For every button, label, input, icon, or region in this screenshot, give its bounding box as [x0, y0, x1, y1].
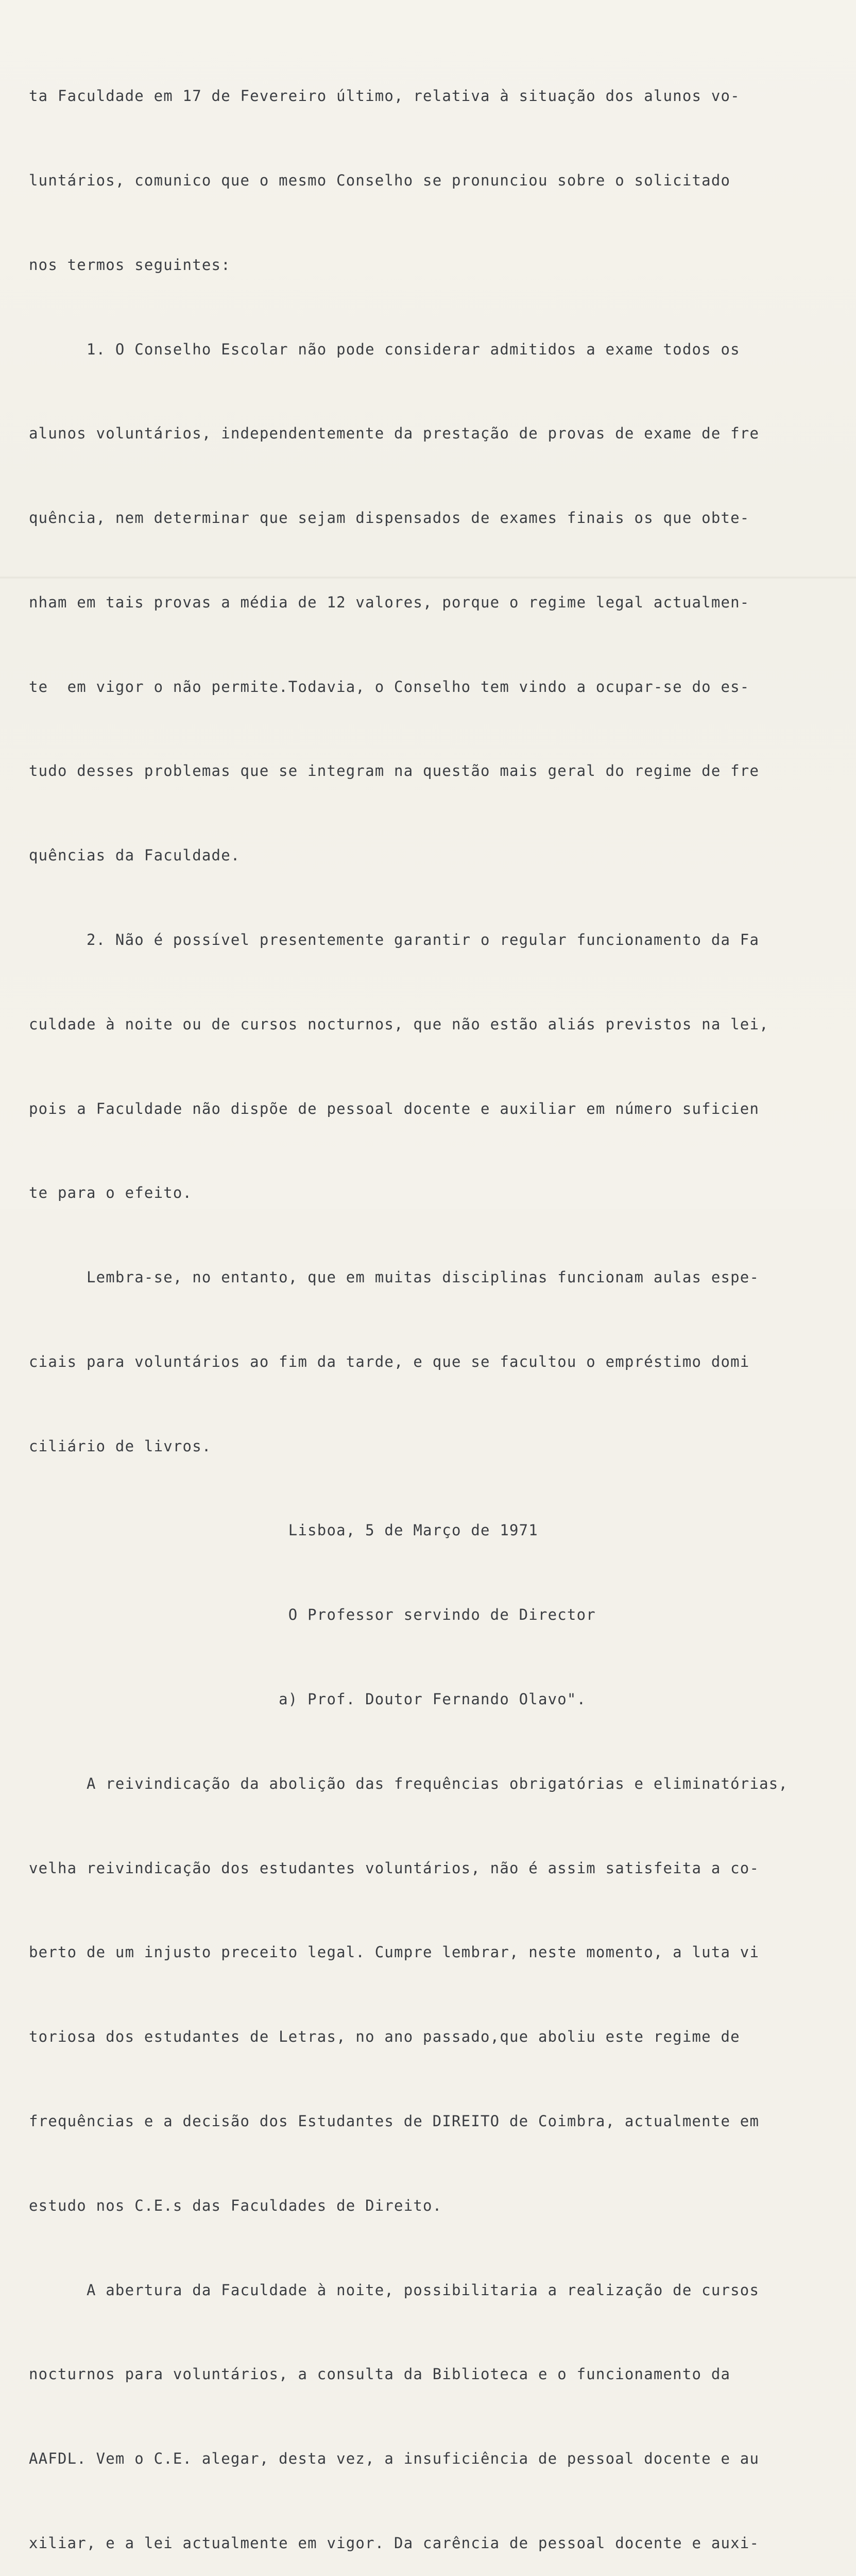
text-line: nham em tais provas a média de 12 valores, porque o regime legal actualmen- [29, 593, 750, 611]
text-line: ciais para voluntários ao fim da tarde, e que se facultou o empréstimo domi [29, 1352, 750, 1370]
dateline: Lisboa, 5 de Março de 1971 [29, 1521, 538, 1539]
text-line: velha reivindicação dos estudantes voluntários, não é assim satisfeita a co- [29, 1859, 760, 1877]
text-line: 1. O Conselho Escolar não pode considerar admitidos a exame todos os [29, 340, 740, 358]
text-line: A reivindicação da abolição das frequências obrigatórias e eliminatórias, [29, 1774, 789, 1792]
typewritten-body [29, 26, 812, 2576]
signatory-name: a) Prof. Doutor Fernando Olavo". [29, 1690, 587, 1708]
text-line: Lembra-se, no entanto, que em muitas disciplinas funcionam aulas espe- [29, 1268, 760, 1286]
text-line: nocturnos para voluntários, a consulta da Biblioteca e o funcionamento da [29, 2365, 731, 2383]
text-line: A abertura da Faculdade à noite, possibilitaria a realização de cursos [29, 2281, 760, 2299]
text-line: xiliar, e a lei actualmente em vigor. Da carência de pessoal docente e auxi- [29, 2534, 760, 2552]
text-line: 2. Não é possível presentemente garantir o regular funcionamento da Fa [29, 931, 760, 948]
text-line: tudo desses problemas que se integram na questão mais geral do regime de fre [29, 762, 760, 780]
text-line: nos termos seguintes: [29, 256, 231, 274]
text-line: te em vigor o não permite.Todavia, o Conselho tem vindo a ocupar-se do es- [29, 677, 750, 696]
text-line: berto de um injusto preceito legal. Cumpre lembrar, neste momento, a luta vi [29, 1943, 760, 1961]
text-line: pois a Faculdade não dispõe de pessoal docente e auxiliar em número suficien [29, 1099, 760, 1117]
text-line: quência, nem determinar que sejam dispensados de exames finais os que obte- [29, 509, 750, 527]
text-line: alunos voluntários, independentemente da prestação de provas de exame de fre [29, 425, 760, 443]
text-line: ciliário de livros. [29, 1437, 212, 1455]
text-line: culdade à noite ou de cursos nocturnos, que não estão aliás previstos na lei, [29, 1015, 769, 1033]
text-line: estudo nos C.E.s das Faculdades de Direito. [29, 2196, 442, 2214]
signatory-title: O Professor servindo de Director [29, 1606, 596, 1624]
text-line: AAFDL. Vem o C.E. alegar, desta vez, a insuficiência de pessoal docente e au [29, 2450, 760, 2468]
text-line: luntários, comunico que o mesmo Conselho se pronunciou sobre o solicitado [29, 171, 731, 189]
text-line: ta Faculdade em 17 de Fevereiro último, relativa à situação dos alunos vo- [29, 87, 740, 105]
text-line: toriosa dos estudantes de Letras, no ano passado,que aboliu este regime de [29, 2028, 740, 2046]
text-line: quências da Faculdade. [29, 846, 241, 865]
text-line: te para o efeito. [29, 1184, 193, 1202]
text-line: frequências e a decisão dos Estudantes de DIREITO de Coimbra, actualmente em [29, 2112, 760, 2130]
